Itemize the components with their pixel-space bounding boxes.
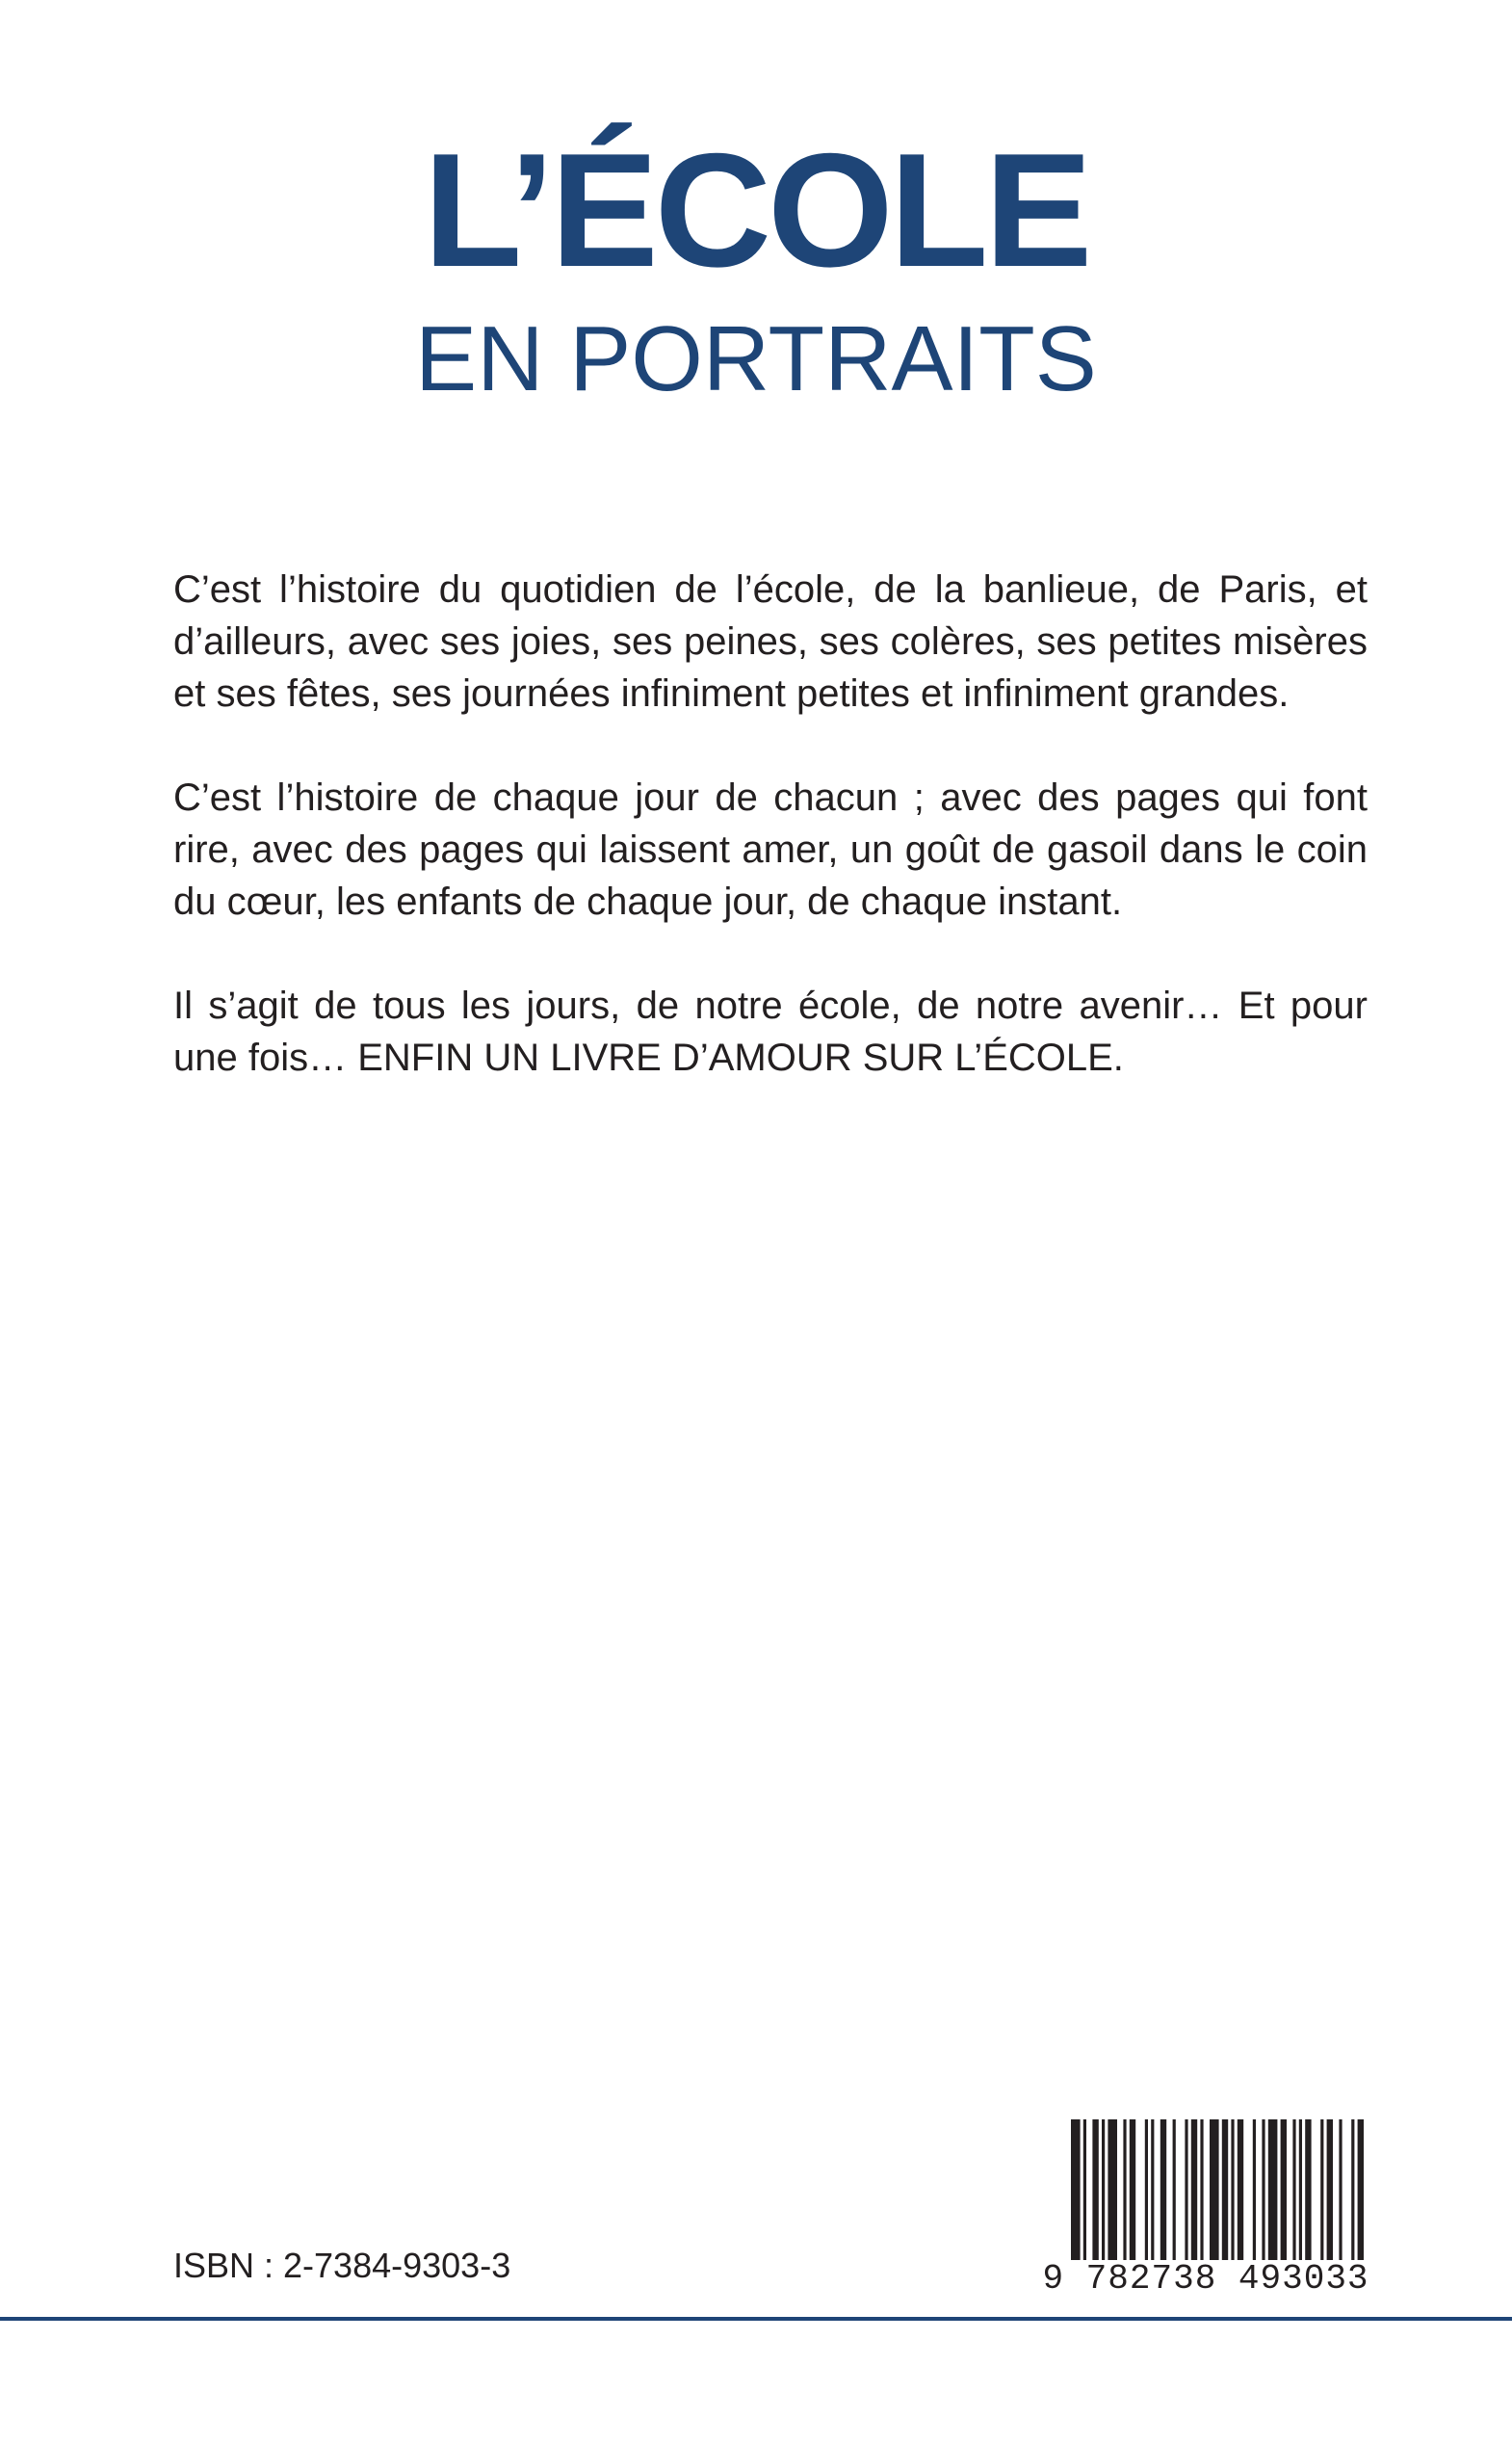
blurb-paragraph-1: C’est l’histoire du quotidien de l’école, de la banlieue, de Paris, et d’ailleurs, avec ses joies, ses peines, ses colères, ses petites misères et ses fêtes, ses journées infiniment petites et infiniment grandes. bbox=[173, 568, 1368, 715]
isbn-label: ISBN : 2-7384-9303-3 bbox=[173, 2246, 511, 2285]
bottom-rule bbox=[0, 2317, 1512, 2321]
book-subtitle: EN PORTRAITS bbox=[415, 307, 1097, 410]
barcode-digits: 9 782738 493033 bbox=[1042, 2259, 1369, 2299]
back-cover-blurb bbox=[173, 564, 1368, 1136]
blurb-paragraph-3: Il s’agit de tous les jours, de notre école, de notre avenir… Et pour une fois… ENFIN UN LIVRE D’AMOUR SUR L’ÉCOLE. bbox=[173, 985, 1368, 1079]
blurb-paragraph-2: C’est l’histoire de chaque jour de chacun ; avec des pages qui font rire, avec des pages qui laissent amer, un goût de gasoil dans le coin du cœur, les enfants de chaque jour, de chaque instant. bbox=[173, 776, 1368, 923]
book-title: L’ÉCOLE bbox=[423, 119, 1089, 301]
barcode bbox=[1042, 2119, 1369, 2299]
